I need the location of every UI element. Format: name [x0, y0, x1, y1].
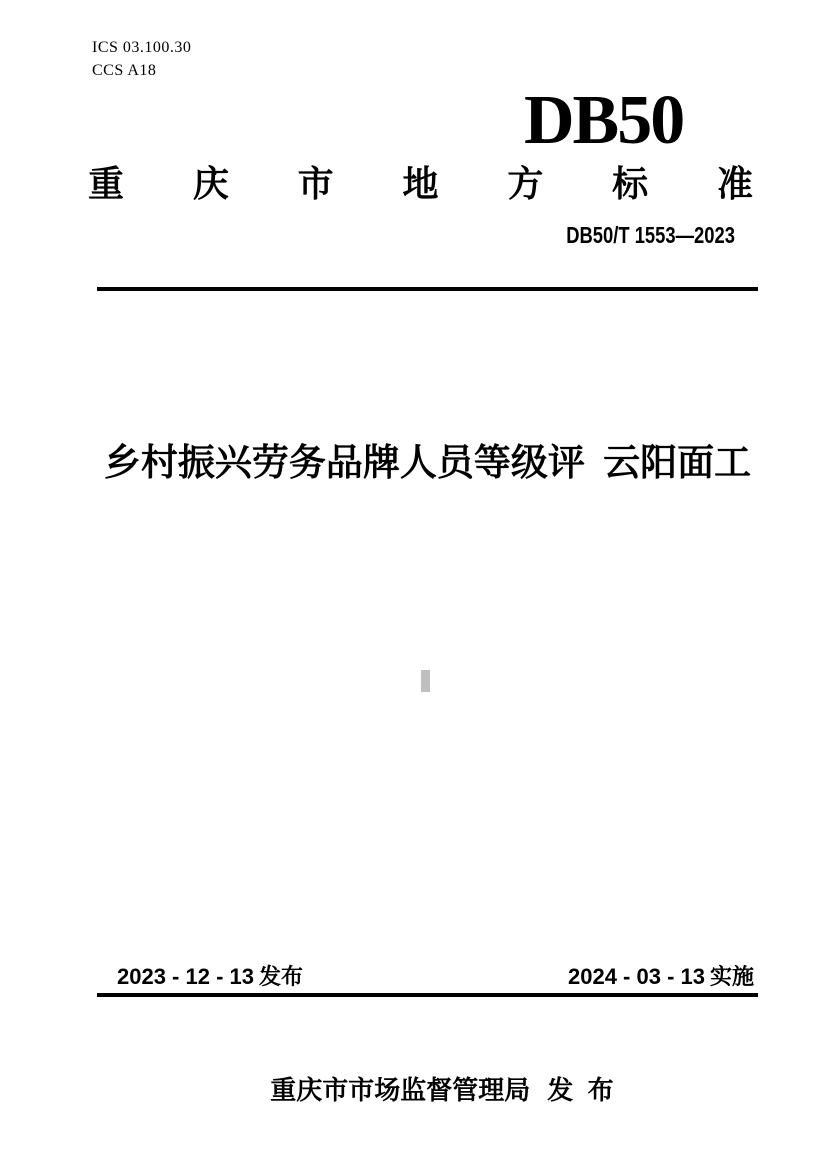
db50-logo: DB50: [524, 82, 684, 159]
standard-title: 乡村振兴劳务品牌人员等级评 云阳面工: [103, 442, 752, 483]
implementation-label: 实施: [709, 964, 754, 989]
standard-number-row: [88, 223, 735, 248]
standard-type-char: 地: [402, 163, 439, 204]
standard-type-char: 市: [297, 163, 334, 204]
ccs-code: CCS A18: [92, 62, 157, 80]
classification-codes: [92, 36, 191, 82]
standard-type-char: 标: [612, 163, 649, 204]
publish-action: 发 布: [547, 1075, 614, 1106]
text-placeholder: [421, 670, 430, 692]
bottom-rule: [97, 993, 758, 997]
issue-label: 发布: [258, 964, 303, 989]
ics-code: ICS 03.100.30: [92, 39, 192, 56]
dates-row: [97, 964, 758, 990]
standard-type-row: [88, 163, 753, 204]
standard-type-char: 重: [88, 163, 125, 204]
issue-date: 2023 - 12 - 13: [117, 964, 254, 989]
standard-number: DB50/T 1553—2023: [566, 222, 735, 248]
implementation-date: 2024 - 03 - 13: [568, 964, 705, 989]
standard-type-char: 准: [716, 163, 753, 204]
publisher-name: 重庆市市场监督管理局: [270, 1075, 531, 1106]
top-rule: [97, 287, 758, 291]
publisher-row: [97, 1044, 758, 1138]
standard-type-char: 庆: [192, 163, 229, 204]
issue-date-group: [117, 964, 303, 990]
standard-type-char: 方: [507, 163, 544, 204]
implementation-date-group: [568, 964, 754, 990]
